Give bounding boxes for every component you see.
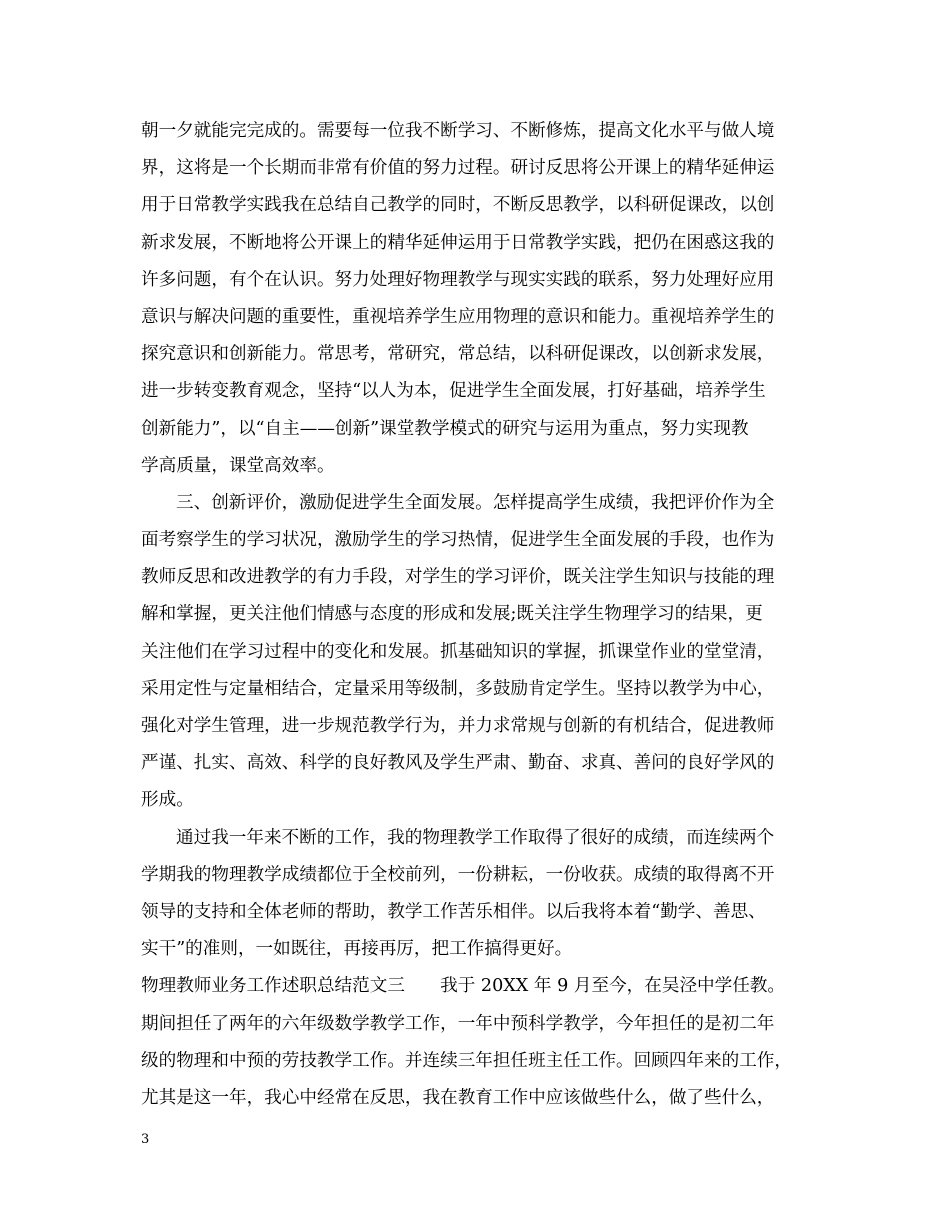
text-line: 级的物理和中预的劳技教学工作。并连续三年担任班主任工作。回顾四年来的工作，	[141, 1050, 792, 1071]
text-line: 用于日常教学实践我在总结自己教学的同时，不断反思教学，以科研促课改，以创	[141, 195, 775, 216]
text-line: 领导的支持和全体老师的帮助，教学工作苦乐相伴。以后我将本着“勤学、善思、	[141, 901, 766, 922]
text-line: 强化对学生管理，进一步规范教学行为，并力求常规与创新的有机结合，促进教师	[141, 716, 775, 736]
text-line: 许多问题，有个在认识。努力处理好物理教学与现实实践的联系，努力处理好应用	[141, 269, 775, 290]
text-line: 物理教师业务工作述职总结范文三 我于 20XX 年 9 月至今，在吴泾中学任教。	[141, 976, 786, 997]
text-line: 实干”的准则，一如既往，再接再厉，把工作搞得更好。	[141, 939, 573, 960]
text-line: 形成。	[141, 790, 194, 811]
text-line: 解和掌握，更关注他们情感与态度的形成和发展;既关注学生物理学习的结果，更	[141, 604, 763, 625]
text-line: 尤其是这一年，我心中经常在反思，我在教育工作中应该做些什么，做了些什么，	[141, 1087, 775, 1108]
text-line: 学高质量，课堂高效率。	[141, 455, 335, 476]
text-line: 新求发展，不断地将公开课上的精华延伸运用于日常教学实践，把仍在困惑这我的	[141, 232, 775, 253]
text-line: 界，这将是一个长期而非常有价值的努力过程。研讨反思将公开课上的精华延伸运	[141, 158, 775, 179]
text-line: 三、创新评价，激励促进学生全面发展。怎样提高学生成绩，我把评价作为全	[176, 492, 775, 513]
text-line: 面考察学生的学习状况，激励学生的学习热情，促进学生全面发展的手段，也作为	[141, 530, 775, 551]
text-line: 关注他们在学习过程中的变化和发展。抓基础知识的掌握，抓课堂作业的堂堂清，	[141, 641, 775, 662]
body-text	[141, 113, 821, 1117]
text-line: 严谨、扎实、高效、科学的良好教风及学生严肃、勤奋、求真、善问的良好学风的	[141, 753, 775, 774]
text-line: 进一步转变教育观念，坚持“以人为本，促进学生全面发展，打好基础，培养学生	[141, 381, 766, 402]
text-line: 创新能力”，以“自主——创新”课堂教学模式的研究与运用为重点，努力实现教	[141, 418, 749, 439]
text-line: 学期我的物理教学成绩都位于全校前列，一份耕耘，一份收获。成绩的取得离不开	[141, 864, 775, 885]
text-line: 通过我一年来不断的工作，我的物理教学工作取得了很好的成绩，而连续两个	[176, 827, 775, 848]
text-line: 采用定性与定量相结合，定量采用等级制，多鼓励肯定学生。坚持以教学为中心，	[141, 678, 775, 699]
page-number: 3	[141, 1132, 150, 1147]
text-line: 朝一夕就能完完成的。需要每一位我不断学习、不断修炼，提高文化水平与做人境	[141, 121, 775, 141]
text-line: 教师反思和改进教学的有力手段，对学生的学习评价，既关注学生知识与技能的理	[141, 567, 775, 588]
text-line: 期间担任了两年的六年级数学教学工作，一年中预科学教学，今年担任的是初二年	[141, 1013, 775, 1034]
text-line: 意识与解决问题的重要性，重视培养学生应用物理的意识和能力。重视培养学生的	[141, 306, 775, 327]
text-line: 探究意识和创新能力。常思考，常研究，常总结，以科研促课改，以创新求发展，	[141, 344, 775, 365]
